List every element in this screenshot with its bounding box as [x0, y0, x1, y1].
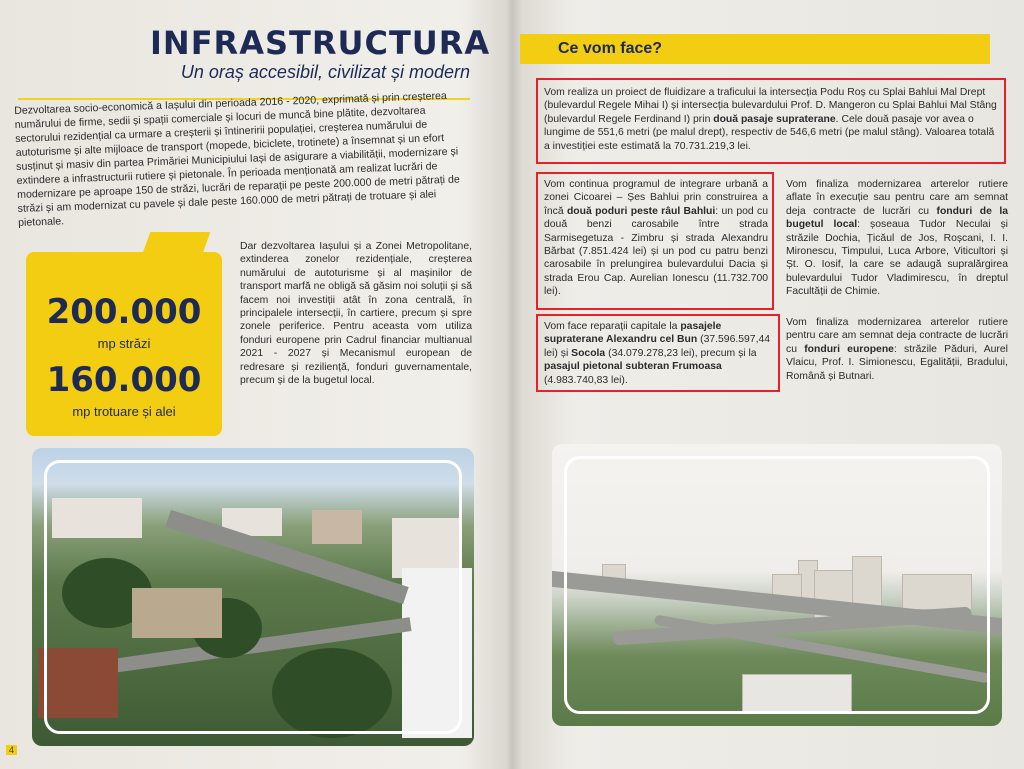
left-page	[0, 0, 508, 769]
overpass-render-image	[552, 444, 1002, 726]
body-paragraph: Dar dezvoltarea Iașului și a Zonei Metropolitane, extinderea zonelor rezidențiale, creșterea numărului de autoturisme și al mașinilor de transport marfă ne obligă să găsim noi soluții și să facem noi investiții atât în zona centrală, în principalele intersecții, în cartiere, precum și spre zonele periferice. Pentru aceasta vom utiliza fonduri europene prin Cadrul financiar multianual 2021 - 2027 și Mecanismul european de redresare și reziliență, fonduri guvernamentale, precum și de la bugetul local.	[240, 241, 472, 387]
paragraph-bridges: Vom continua programul de integrare urbană a zonei Cicoarei – Șes Bahlui prin construirea a încă două poduri peste râul Bahlui: un pod cu două benzi carosabile între strada Sarmisegetuza - Zimbru și strada Alexandru Bărbat (7.851.424 lei) și un pod cu patru benzi carosabile în prelungirea bulevardului Dacia și strada Erou Cap. Aurelian Ionescu (11.732.700 lei).	[544, 179, 768, 298]
paragraph-eu-funds: Vom finaliza modernizarea arterelor rutiere pentru care am semnat deja contracte de lucrări cu fonduri europene: străzile Păduri, Aurel Vlaicu, Prof. I. Simionescu, Egalității, Bradului, Română și Butnari.	[786, 317, 1008, 382]
page-subtitle: Un oraș accesibil, civilizat și modern	[180, 62, 470, 82]
page-number: 4	[6, 745, 17, 755]
section-ribbon	[520, 34, 990, 64]
paragraph-local-funds: Vom finaliza modernizarea arterelor rutiere aflate în execuție sau pentru care am semnat deja contracte de lucrări cu fonduri de la bugetul local: șoseaua Tudor Neculai și străzile Dochia, Țicăul de Jos, Roșcani, I. I. Mironescu, Timpului, Luca Arbore, Viticultori și Șt. O. Iosif, la care se adaugă supralărgirea bulevardului Tudor Vladimirescu, în dreptul Facultății de Chimie.	[786, 179, 1008, 298]
stats-box	[26, 252, 222, 436]
section-title: Ce vom face?	[558, 40, 663, 57]
stat-sidewalks-number: 160.000	[46, 360, 202, 400]
stat-streets-label: mp străzi	[97, 336, 151, 351]
paragraph-repairs: Vom face reparații capitale la pasajele supraterane Alexandru cel Bun (37.596.597,44 lei) și Socola (34.079.278,23 lei), precum și la pasajul pietonal subteran Frumoasa (4.983.740,83 lei).	[544, 321, 771, 386]
stat-streets-number: 200.000	[46, 292, 202, 332]
right-page	[514, 0, 1024, 769]
stat-sidewalks-label: mp trotuare și alei	[72, 404, 176, 419]
paragraph-overpasses: Vom realiza un proiect de fluidizare a traficului la intersecția Podu Roș cu Splai Bahlui Mal Drept (bulevardul Regele Mihai I) și intersecția bulevardului Prof. D. Mangeron cu Splai Bahlui Mal Stâng (bulevardul Regele Ferdinand I) prin două pasaje supraterane. Cele două pasaje vor avea o lungime de 551,6 metri (pe malul drept), respectiv de 546,6 metri (pe malul stâng). Valoarea totală a investiției este estimată la 70.731.219,3 lei.	[544, 87, 997, 152]
page-title: INFRASTRUCTURA	[150, 24, 491, 62]
city-aerial-photo	[32, 448, 474, 746]
intro-paragraph: Dezvoltarea socio-economică a Iașului din perioada 2016 - 2020, exprimată și prin creșterea numărului de firme, sedii și spații comerciale și locuri de muncă bine plătite, dezvoltarea sectorului rezidențial ca urmare a creșterii și întineririi populației, creșterea numărului de autoturisme și alte mijloace de transport (mopede, biciclete, trotinete) a însemnat și un efort susținut și masiv din partea Primăriei Municipiului Iași de asigurare a viabilității, modernizare și extindere a infrastructurii rutiere și pietonale. În perioada menționată am realizat lucrări de modernizare pe aproape 150 de străzi, lucrări de reparații pe peste 200.000 de metri pătrați de străzi și am modernizat cu pavele și dale peste 160.000 de metri pătrați de trotuare și alei pietonale.	[14, 89, 460, 229]
